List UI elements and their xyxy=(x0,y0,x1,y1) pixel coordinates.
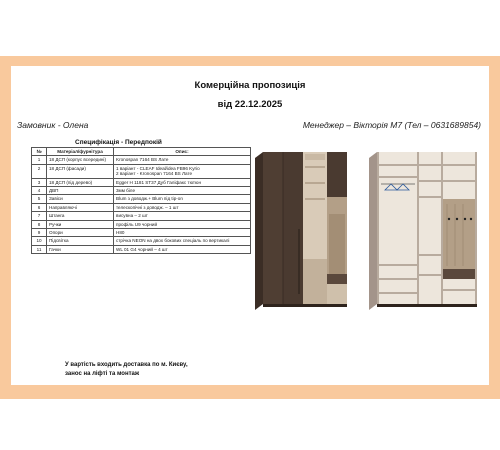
lower-shelves xyxy=(303,259,327,304)
table-row xyxy=(32,237,251,245)
col-number: № xyxy=(32,148,47,156)
shelf xyxy=(419,196,441,198)
wood-slats xyxy=(329,214,345,274)
row-material: Направляючі xyxy=(47,203,114,211)
row-description: WL 01 G4 чорний – 4 шт xyxy=(114,245,251,253)
row-number: 3 xyxy=(32,178,47,186)
shelf xyxy=(305,198,325,200)
row-material: ДВП xyxy=(47,187,114,195)
row-material: Ручки xyxy=(47,220,114,228)
upper-cabinet xyxy=(327,152,347,197)
divider xyxy=(441,152,443,304)
wardrobe-side-panel xyxy=(255,152,263,310)
row-description: висувна – 2 шт xyxy=(114,212,251,220)
wardrobe-open-view xyxy=(369,152,477,310)
col-description: Опис: xyxy=(114,148,251,156)
row-number: 2 xyxy=(32,164,47,178)
row-material: Гачки xyxy=(47,245,114,253)
hook-icon xyxy=(464,218,466,220)
shoe-shelf xyxy=(327,284,347,304)
shelf xyxy=(419,180,441,182)
row-number: 9 xyxy=(32,229,47,237)
table-row xyxy=(32,178,251,186)
shelf xyxy=(379,264,417,266)
divider xyxy=(475,152,477,304)
row-number: 7 xyxy=(32,212,47,220)
hook-icon xyxy=(470,218,472,220)
row-number: 6 xyxy=(32,203,47,211)
shelf xyxy=(305,182,325,184)
shelf xyxy=(443,289,475,291)
row-description: Egger H 1181 ST37 Дуб Галіфакс тютюн xyxy=(114,178,251,186)
wardrobe-door-left-a xyxy=(263,152,283,304)
wardrobe-closed-view xyxy=(255,152,347,310)
bench-drawer xyxy=(327,274,347,284)
shelf xyxy=(379,278,417,280)
plinth xyxy=(377,304,477,307)
shelf xyxy=(419,254,441,256)
document-date: від 22.12.2025 xyxy=(217,99,283,110)
page-frame xyxy=(0,56,500,399)
row-description: Kronospan 7164 BS Лате xyxy=(114,156,251,164)
row-description xyxy=(114,164,251,178)
row-description: 3мм біле xyxy=(114,187,251,195)
row-material: 18 ДСП (корпус всередині) xyxy=(47,156,114,164)
table-row xyxy=(32,212,251,220)
footer-line-2: занос на ліфті та монтаж xyxy=(65,371,140,377)
row-number: 4 xyxy=(32,187,47,195)
row-material: Штанга xyxy=(47,212,114,220)
table-row xyxy=(32,187,251,195)
row-material: Опори xyxy=(47,229,114,237)
row-material: 18 ДСП (фасади) xyxy=(47,164,114,178)
spec-table xyxy=(31,147,251,254)
shelf xyxy=(379,176,417,178)
row-material: Підсвітка xyxy=(47,237,114,245)
col-material: Матеріал/фурнітура xyxy=(47,148,114,156)
plinth xyxy=(263,304,347,307)
wardrobe-renderings xyxy=(251,144,483,319)
row-number: 5 xyxy=(32,195,47,203)
shelf xyxy=(443,180,475,182)
facade-option-2: 2 варіант - Kronospan 7164 BS Лате xyxy=(116,171,193,177)
shelf xyxy=(419,274,441,276)
row-description: стрічка NEON на двох бокових спеціаль по вертикалі xyxy=(114,237,251,245)
footer-line-1: У вартість входить доставка по м. Києву, xyxy=(65,362,188,368)
shelf xyxy=(443,164,475,166)
row-material: 18 ДСП (під дерево) xyxy=(47,178,114,186)
table-row xyxy=(32,203,251,211)
divider xyxy=(377,152,379,304)
shelf xyxy=(305,154,325,160)
facade-option-1: 1 варіант - CLEAF Ideal/idea FB96 Kyrio xyxy=(116,165,200,171)
table-row xyxy=(32,229,251,237)
row-description: Blum з доводж.+ Blum під tip-on xyxy=(114,195,251,203)
row-number: 8 xyxy=(32,220,47,228)
shelf xyxy=(305,166,325,168)
wood-slats xyxy=(443,199,475,269)
shelf xyxy=(379,292,417,294)
divider xyxy=(417,152,419,304)
spec-heading: Специфікація - Передпокій xyxy=(75,139,162,146)
hook-icon xyxy=(456,218,458,220)
table-row xyxy=(32,220,251,228)
hook-icon xyxy=(448,218,450,220)
row-number: 10 xyxy=(32,237,47,245)
row-number: 1 xyxy=(32,156,47,164)
client-name: Замовник - Олена xyxy=(17,120,89,130)
row-description: телескопічні з доводж. – 1 шт xyxy=(114,203,251,211)
bench-drawer xyxy=(443,269,475,279)
table-row xyxy=(32,156,251,164)
row-description: H80 xyxy=(114,229,251,237)
document-sheet xyxy=(11,66,489,385)
table-row xyxy=(32,164,251,178)
footer-note xyxy=(65,361,188,379)
shelf xyxy=(419,164,441,166)
row-description: профіль U9 чорний xyxy=(114,220,251,228)
table-row xyxy=(32,195,251,203)
row-number: 11 xyxy=(32,245,47,253)
row-material: Завіси xyxy=(47,195,114,203)
carcass-side xyxy=(369,152,377,310)
table-row xyxy=(32,245,251,253)
spec-header-row xyxy=(32,148,251,156)
shelf xyxy=(379,164,417,166)
document-title: Комерційна пропозиція xyxy=(194,80,306,91)
manager-contact: Менеджер – Вікторія М7 (Тел – 0631689854) xyxy=(302,120,481,130)
